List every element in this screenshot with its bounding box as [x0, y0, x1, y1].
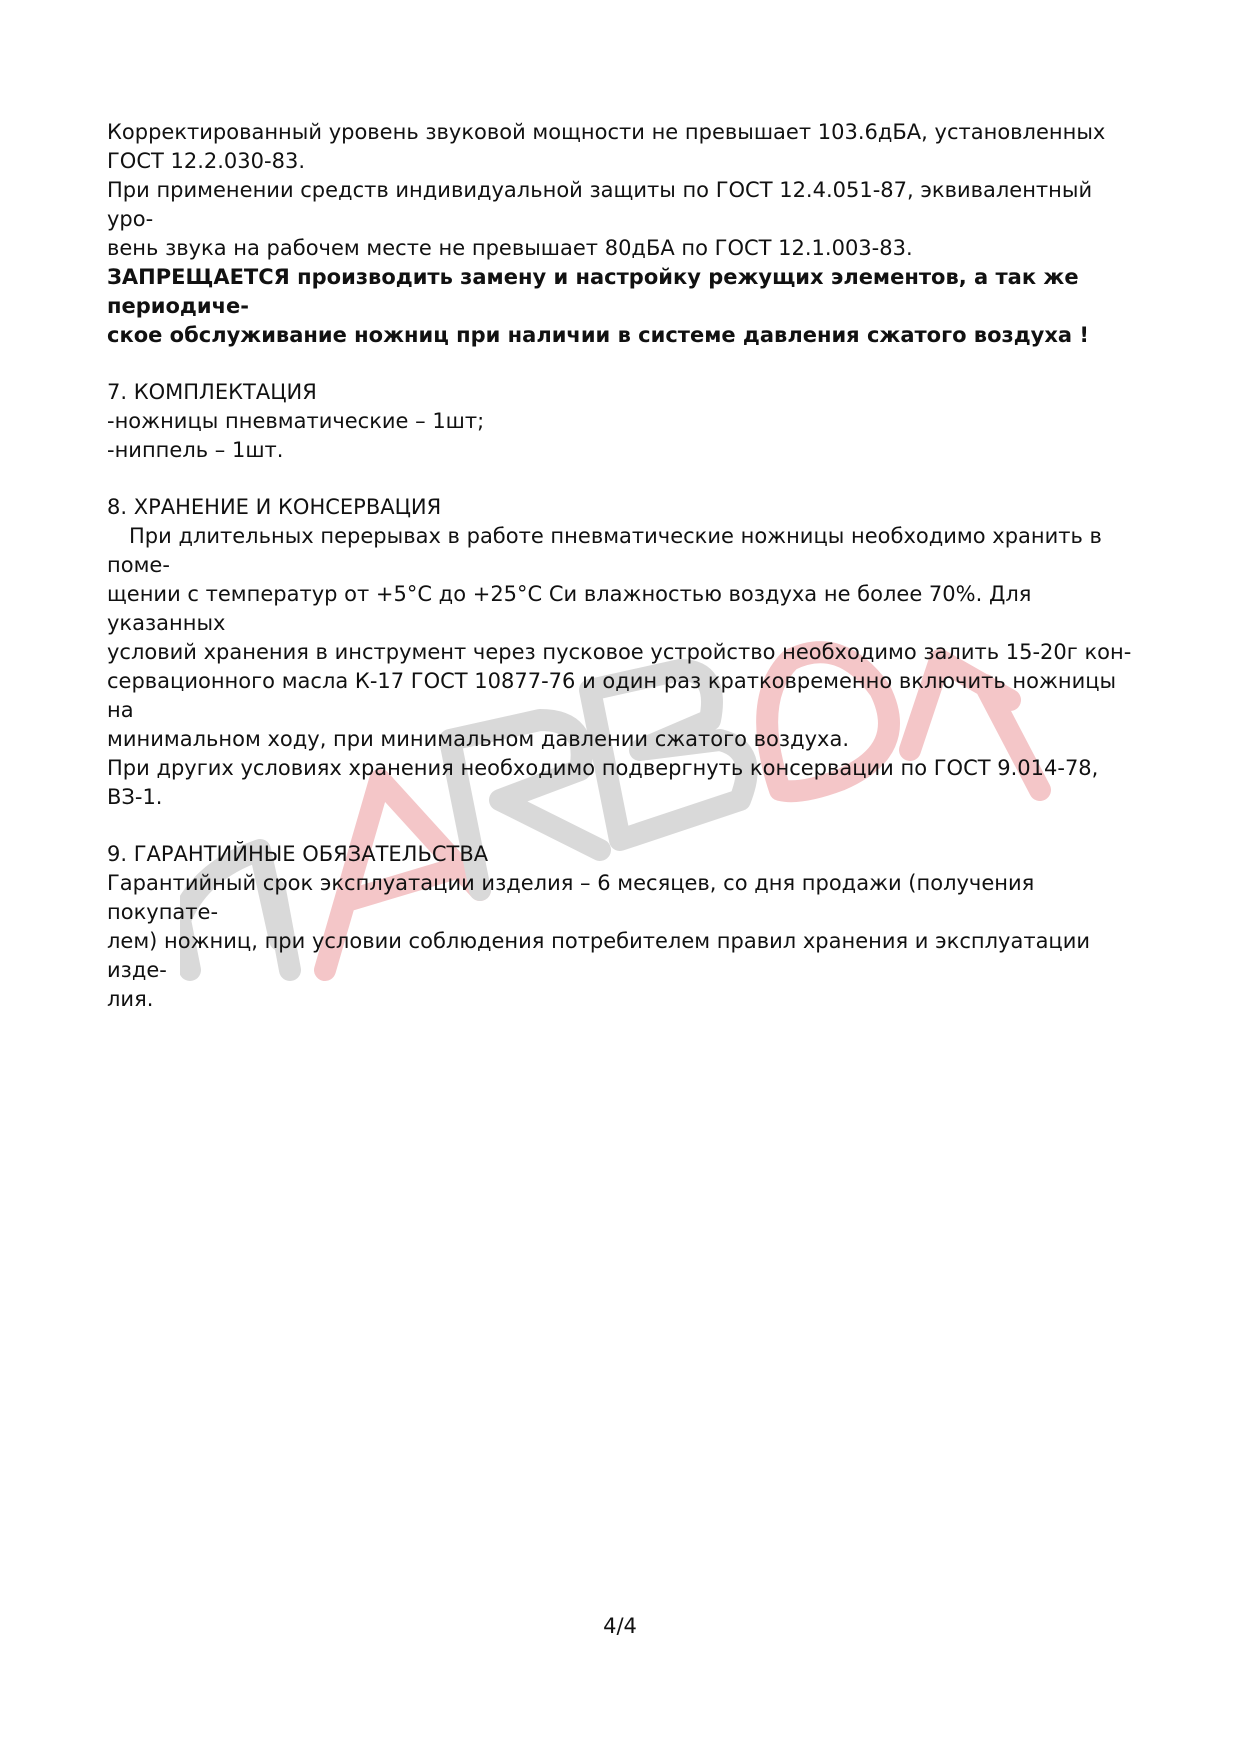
section-7-item: -ниппель – 1шт.	[107, 438, 284, 462]
section-9-line: Гарантийный срок эксплуатации изделия – 6 месяцев, со дня продажи (получения покупате-	[107, 871, 1035, 924]
section-9-line: лия.	[107, 987, 154, 1011]
section-8-heading: 8. ХРАНЕНИЕ И КОНСЕРВАЦИЯ	[107, 495, 442, 519]
section-8-line: минимальном ходу, при минимальном давлении сжатого воздуха.	[107, 727, 849, 751]
section-8-line: При других условиях хранения необходимо подвергнуть консервации по ГОСТ 9.014-78, ВЗ-1.	[107, 756, 1099, 809]
warning-line-2: ское обслуживание ножниц при наличии в системе давления сжатого воздуха !	[107, 323, 1089, 347]
noise-line-4: вень звука на рабочем месте не превышает 80дБА по ГОСТ 12.1.003-83.	[107, 236, 913, 260]
noise-line-3: При применении средств индивидуальной защиты по ГОСТ 12.4.051-87, эквивалентный уро-	[107, 178, 1093, 231]
warning-line-1: ЗАПРЕЩАЕТСЯ производить замену и настройку режущих элементов, а так же периодиче-	[107, 265, 1079, 318]
section-9-line: лем) ножниц, при условии соблюдения потребителем правил хранения и эксплуатации изде-	[107, 929, 1091, 982]
section-7-heading: 7. КОМПЛЕКТАЦИЯ	[107, 380, 317, 404]
section-8-line: сервационного масла К-17 ГОСТ 10877-76 и один раз кратковременно включить ножницы на	[107, 669, 1117, 722]
section-8-line: При длительных перерывах в работе пневматические ножницы необходимо хранить в поме-	[107, 524, 1102, 577]
section-8-line: условий хранения в инструмент через пусковое устройство необходимо залить 15-20г кон-	[107, 640, 1132, 664]
section-8-line: щении с температур от +5°С до +25°С Си влажностью воздуха не более 70%. Для указанных	[107, 582, 1032, 635]
section-7-item: -ножницы пневматические – 1шт;	[107, 409, 485, 433]
noise-line-1: Корректированный уровень звуковой мощности не превышает 103.6дБА, установленных	[107, 120, 1106, 144]
page-number: 4/4	[603, 1614, 637, 1638]
section-9-heading: 9. ГАРАНТИЙНЫЕ ОБЯЗАТЕЛЬСТВА	[107, 842, 489, 866]
noise-line-2: ГОСТ 12.2.030-83.	[107, 149, 305, 173]
document-body	[107, 118, 1137, 1014]
